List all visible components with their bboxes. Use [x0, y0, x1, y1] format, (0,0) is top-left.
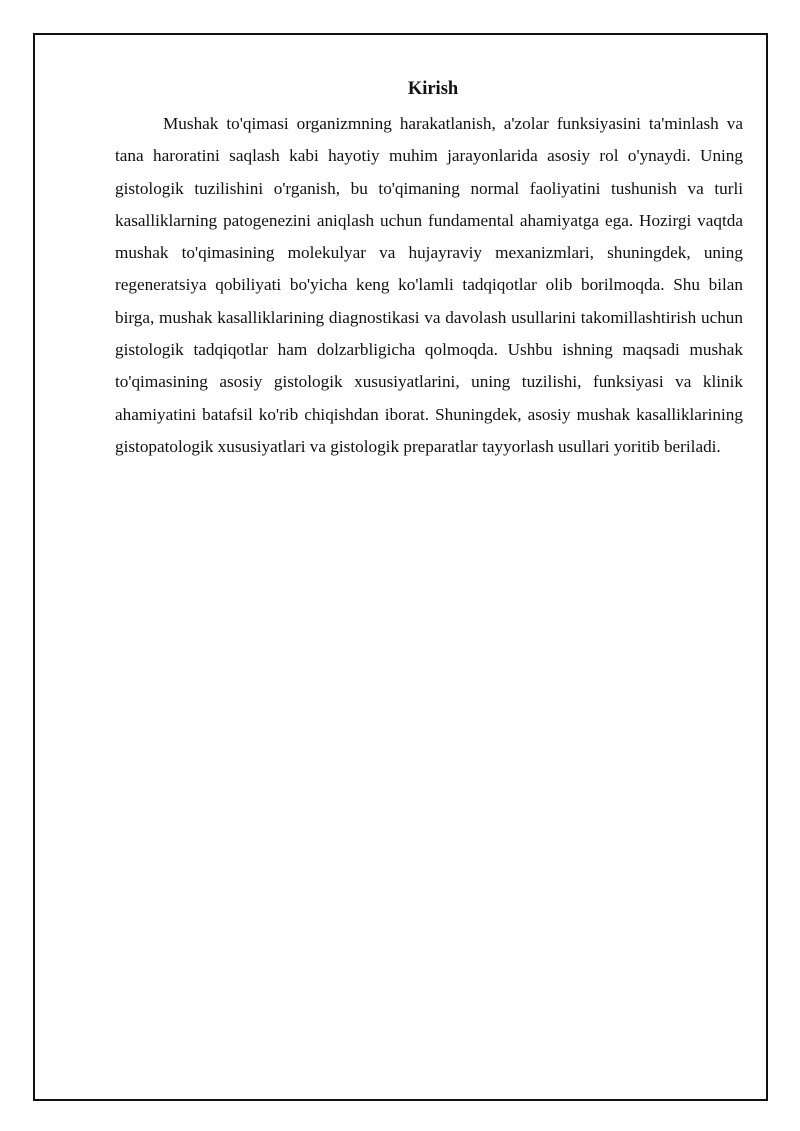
document-body: [115, 74, 743, 463]
intro-paragraph: Mushak to'qimasi organizmning harakatlanish, a'zolar funksiyasini ta'minlash va tana haroratini saqlash kabi hayotiy muhim jarayonlarida asosiy rol o'ynaydi. Uning gistologik tuzilishini o'rganish, bu to'qimaning normal faoliyatini tushunish va turli kasalliklarning patogenezini aniqlash uchun fundamental ahamiyatga ega. Hozirgi vaqtda mushak to'qimasining molekulyar va hujayraviy mexanizmlari, shuningdek, uning regeneratsiya qobiliyati bo'yicha keng ko'lamli tadqiqotlar olib borilmoqda. Shu bilan birga, mushak kasalliklarining diagnostikasi va davolash usullarini takomillashtirish uchun gistologik tadqiqotlar ham dolzarbligicha qolmoqda. Ushbu ishning maqsadi mushak to'qimasining asosiy gistologik xususiyatlarini, uning tuzilishi, funksiyasi va klinik ahamiyatini batafsil ko'rib chiqishdan iborat. Shuningdek, asosiy mushak kasalliklarining gistopatologik xususiyatlari va gistologik preparatlar tayyorlash usullari yoritib beriladi.: [115, 114, 743, 456]
page-title: Kirish: [407, 79, 459, 99]
